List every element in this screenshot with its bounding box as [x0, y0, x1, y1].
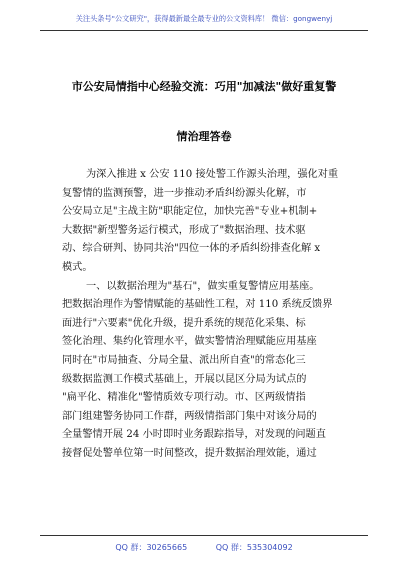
- paragraph-2-line: 接督促处警单位第一时间整改，提升数据治理效能，通过: [62, 447, 317, 459]
- header-divider: [40, 30, 368, 31]
- footer-qq-group-1: QQ 群：30265665: [115, 543, 188, 552]
- paragraph-2-line: 把数据治理作为警情赋能的基础性工程，对 110 系统反馈界: [62, 299, 333, 311]
- paragraph-1-line: 公安局立足"主战主防"职能定位，加快完善"专业+机制+: [62, 206, 318, 218]
- paragraph-2-line: 同时在"市局抽查、分局全量、派出所自查"的常态化三: [62, 354, 306, 366]
- paragraph-1-line: 大数据"新型警务运行模式，形成了"数据治理、技术驱: [62, 224, 306, 236]
- header-banner: 关注头条号"公文研究"，获得最新最全最专业的公文资料库！ 微信：gongwenyj: [75, 14, 333, 23]
- footer-qq-group-2: QQ 群：535304092: [215, 543, 293, 552]
- paragraph-1-line: 复警情的监测预警，进一步推动矛盾纠纷源头化解，市: [62, 187, 307, 199]
- paragraph-2-line: 全量警情开展 24 小时即时业务跟踪指导，对发现的问题直: [62, 429, 326, 441]
- paragraph-2-line: "扁平化、精准化"警情质效专项行动。市、区两级情指: [62, 392, 306, 404]
- paragraph-2-line: 一、以数据治理为"基石"，做实重复警情应用基座。: [86, 280, 320, 292]
- footer-divider: [40, 535, 368, 536]
- paragraph-2-line: 级数据监测工作模式基础上，开展以昆区分局为试点的: [62, 373, 307, 385]
- paragraph-1-line: 为深入推进 x 公安 110 接处警工作源头治理，强化对重: [86, 169, 339, 180]
- paragraph-2-line: 签化治理、集约化管理水平，做实警情治理赋能应用基座: [62, 336, 317, 348]
- footer: [0, 542, 408, 553]
- paragraph-2-line: 面进行"六要素"优化升级，提升系统的规范化采集、标: [62, 317, 306, 329]
- document-title-line-2: 情治理答卷: [176, 130, 232, 143]
- paragraph-1-line: 模式。: [62, 261, 93, 273]
- document-title-line-1: 市公安局情指中心经验交流：巧用"加减法"做好重复警: [71, 80, 337, 93]
- paragraph-2-line: 部门组建警务协同工作群，两级情指部门集中对该分局的: [62, 410, 317, 422]
- paragraph-1-line: 动、综合研判、协同共治"四位一体的矛盾纠纷排查化解 x: [62, 243, 321, 255]
- document-body: [62, 166, 352, 464]
